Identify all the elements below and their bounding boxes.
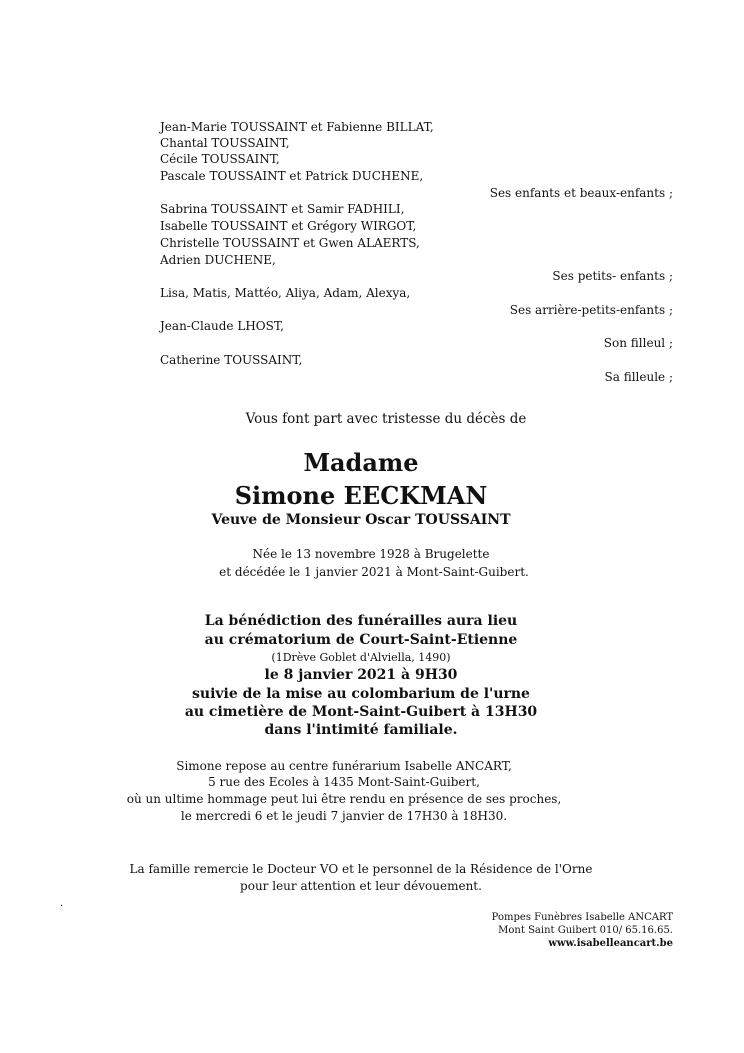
widow-of: Veuve de Monsieur Oscar TOUSSAINT — [211, 512, 511, 528]
announcement-text: Vous font part avec tristesse du décès de — [245, 411, 527, 427]
grandchildren-name-4: Adrien DUCHENE, — [160, 253, 276, 267]
children-label: Ses enfants et beaux-enfants ; — [489, 186, 673, 200]
goddaughter-name: Catherine TOUSSAINT, — [160, 353, 303, 367]
footer-website[interactable]: www.isabelleancart.be — [548, 938, 673, 949]
rest-line-1: Simone repose au centre funérarium Isabelle ANCART, — [176, 759, 512, 773]
footer-company: Pompes Funèbres Isabelle ANCART — [491, 912, 673, 923]
godson-label: Son filleul ; — [603, 336, 673, 350]
funeral-line-3: suivie de la mise au colombarium de l'urne — [192, 686, 530, 702]
great-grandchildren-label: Ses arrière-petits-enfants ; — [509, 303, 673, 317]
rest-line-3: où un ultime hommage peut lui être rendu en présence de ses proches, — [126, 792, 562, 806]
birth-info: Née le 13 novembre 1928 à Brugelette — [252, 547, 490, 561]
godson-name: Jean-Claude LHOST, — [160, 319, 284, 333]
funeral-line-4: au cimetière de Mont-Saint-Guibert à 13H30 — [184, 704, 538, 720]
children-name-2: Chantal TOUSSAINT, — [160, 136, 290, 150]
rest-line-4: le mercredi 6 et le jeudi 7 janvier de 17H30 à 18H30. — [180, 809, 508, 823]
deceased-title: Madame — [303, 448, 419, 477]
children-name-3: Cécile TOUSSAINT, — [160, 152, 280, 166]
grandchildren-name-3: Christelle TOUSSAINT et Gwen ALAERTS, — [160, 236, 420, 250]
deceased-name: Simone EECKMAN — [234, 481, 488, 510]
death-info: et décédée le 1 janvier 2021 à Mont-Saint-Guibert. — [219, 565, 529, 579]
great-grandchildren-names: Lisa, Matis, Mattéo, Aliya, Adam, Alexya, — [160, 286, 411, 300]
funeral-date: le 8 janvier 2021 à 9H30 — [264, 667, 458, 683]
grandchildren-name-2: Isabelle TOUSSAINT et Grégory WIRGOT, — [160, 219, 417, 233]
funeral-line-2: au crématorium de Court-Saint-Etienne — [204, 632, 518, 648]
thanks-line-1: La famille remercie le Docteur VO et le personnel de la Résidence de l'Orne — [129, 862, 593, 876]
stray-dot: . — [60, 898, 64, 909]
footer-contact: Mont Saint Guibert 010/ 65.16.65. — [498, 925, 673, 936]
rest-line-2: 5 rue des Ecoles à 1435 Mont-Saint-Guibert, — [208, 775, 480, 789]
funeral-line-5: dans l'intimité familiale. — [264, 722, 458, 738]
children-name-4: Pascale TOUSSAINT et Patrick DUCHENE, — [160, 169, 424, 183]
funeral-line-1: La bénédiction des funérailles aura lieu — [204, 613, 518, 629]
grandchildren-label: Ses petits- enfants ; — [552, 269, 673, 283]
grandchildren-name-1: Sabrina TOUSSAINT et Samir FADHILI, — [160, 202, 405, 216]
children-name-1: Jean-Marie TOUSSAINT et Fabienne BILLAT, — [160, 120, 434, 134]
funeral-address: (1Drève Goblet d'Alviella, 1490) — [271, 651, 451, 664]
goddaughter-label: Sa filleule ; — [604, 370, 673, 384]
thanks-line-2: pour leur attention et leur dévouement. — [240, 879, 482, 893]
